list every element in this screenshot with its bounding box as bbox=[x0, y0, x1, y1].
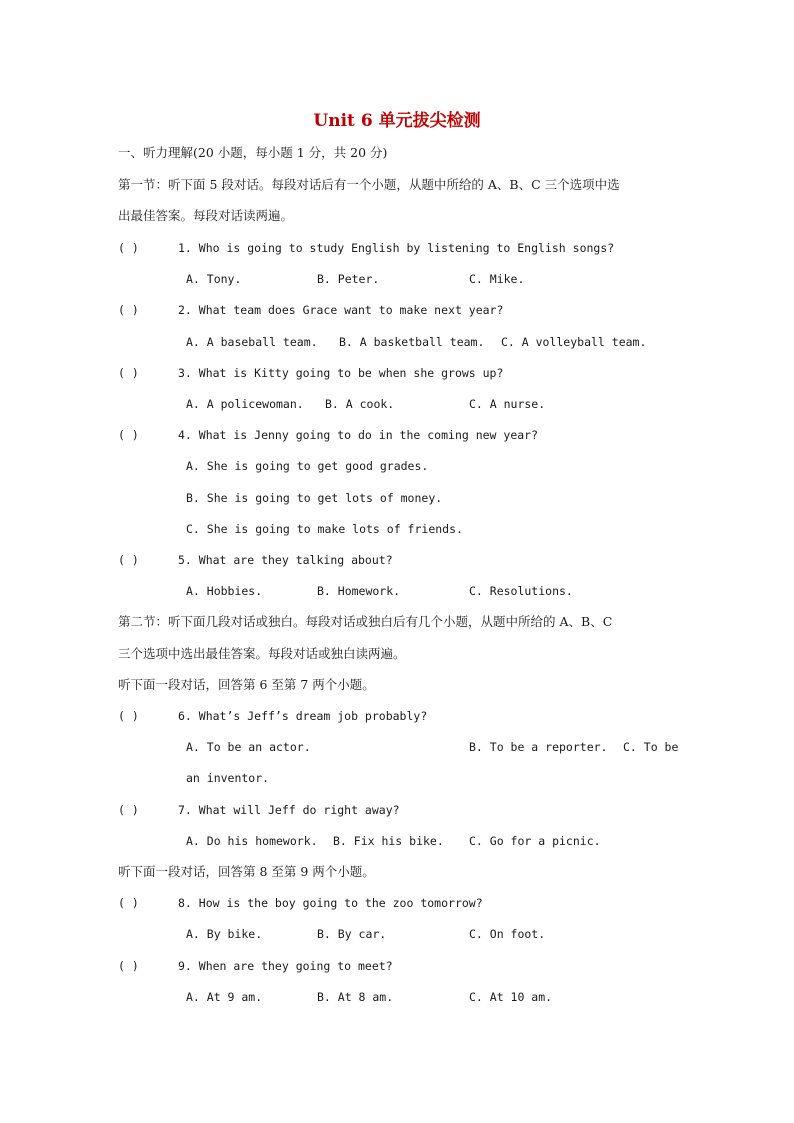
option-c: C. A volleyball team. bbox=[501, 335, 647, 349]
answer-blank[interactable]: ( ) bbox=[118, 803, 139, 817]
question-2 bbox=[118, 302, 503, 318]
option-c: C. Mike. bbox=[469, 272, 525, 286]
question-text: 7. What will Jeff do right away? bbox=[178, 803, 400, 817]
option-b: B. Peter. bbox=[317, 272, 380, 286]
option-c-continued: an inventor. bbox=[186, 771, 270, 785]
question-7 bbox=[118, 802, 400, 818]
option-a: A. Tony. bbox=[186, 272, 242, 286]
option-b: B. A basketball team. bbox=[339, 335, 485, 349]
option-b: B. At 8 am. bbox=[317, 990, 394, 1004]
answer-blank[interactable]: ( ) bbox=[118, 303, 139, 317]
option-a: A. Do his homework. bbox=[186, 834, 318, 848]
question-9 bbox=[118, 958, 393, 974]
question-6 bbox=[118, 708, 427, 724]
question-text: 3. What is Kitty going to be when she grows up? bbox=[178, 366, 504, 380]
answer-blank[interactable]: ( ) bbox=[118, 366, 139, 380]
option-c: C. On foot. bbox=[469, 927, 546, 941]
question-1 bbox=[118, 240, 614, 256]
option-c: C. Go for a picnic. bbox=[469, 834, 601, 848]
section1-instruction-line1: 第一节：听下面 5 段对话。每段对话后有一个小题，从题中所给的 A、B、C 三个选项中选 bbox=[118, 177, 620, 192]
option-b: B. By car. bbox=[317, 927, 387, 941]
option-c: C. A nurse. bbox=[469, 397, 546, 411]
answer-blank[interactable]: ( ) bbox=[118, 959, 139, 973]
option-a: A. Hobbies. bbox=[186, 584, 263, 598]
section1-instruction-line2: 出最佳答案。每段对话读两遍。 bbox=[118, 208, 294, 223]
answer-blank[interactable]: ( ) bbox=[118, 553, 139, 567]
option-a: A. A policewoman. bbox=[186, 397, 304, 411]
option-c: C. She is going to make lots of friends. bbox=[186, 522, 463, 536]
answer-blank[interactable]: ( ) bbox=[118, 896, 139, 910]
option-b: B. Homework. bbox=[317, 584, 401, 598]
option-a: A. At 9 am. bbox=[186, 990, 263, 1004]
option-c: C. At 10 am. bbox=[469, 990, 553, 1004]
page-title: Unit 6 单元拔尖检测 bbox=[313, 111, 481, 131]
option-b: B. She is going to get lots of money. bbox=[186, 491, 443, 505]
option-c: C. Resolutions. bbox=[469, 584, 573, 598]
answer-blank[interactable]: ( ) bbox=[118, 428, 139, 442]
question-text: 2. What team does Grace want to make next year? bbox=[178, 303, 504, 317]
question-3 bbox=[118, 365, 503, 381]
dialogue-group-2-instruction: 听下面一段对话，回答第 8 至第 9 两个小题。 bbox=[118, 864, 375, 879]
dialogue-group-1-instruction: 听下面一段对话，回答第 6 至第 7 两个小题。 bbox=[118, 677, 375, 692]
option-b: B. To be a reporter. bbox=[469, 740, 608, 754]
option-c: C. To be bbox=[623, 740, 679, 754]
option-a: A. A baseball team. bbox=[186, 335, 318, 349]
question-text: 6. What’s Jeff’s dream job probably? bbox=[178, 709, 428, 723]
section2-instruction-line2: 三个选项中选出最佳答案。每段对话或独白读两遍。 bbox=[118, 646, 406, 661]
option-b: B. Fix his bike. bbox=[333, 834, 444, 848]
question-4 bbox=[118, 427, 538, 443]
question-5 bbox=[118, 552, 393, 568]
option-a: A. To be an actor. bbox=[186, 740, 311, 754]
section2-instruction-line1: 第二节：听下面几段对话或独白。每段对话或独白后有几个小题，从题中所给的 A、B、C bbox=[118, 614, 613, 629]
question-text: 4. What is Jenny going to do in the coming new year? bbox=[178, 428, 539, 442]
option-a: A. By bike. bbox=[186, 927, 263, 941]
option-a: A. She is going to get good grades. bbox=[186, 459, 429, 473]
part1-heading: 一、听力理解(20 小题，每小题 1 分，共 20 分) bbox=[118, 145, 388, 160]
question-text: 8. How is the boy going to the zoo tomorrow? bbox=[178, 896, 483, 910]
question-text: 1. Who is going to study English by listening to English songs? bbox=[178, 241, 615, 255]
question-text: 9. When are they going to meet? bbox=[178, 959, 393, 973]
question-text: 5. What are they talking about? bbox=[178, 553, 393, 567]
answer-blank[interactable]: ( ) bbox=[118, 241, 139, 255]
question-8 bbox=[118, 895, 483, 911]
option-b: B. A cook. bbox=[325, 397, 395, 411]
answer-blank[interactable]: ( ) bbox=[118, 709, 139, 723]
